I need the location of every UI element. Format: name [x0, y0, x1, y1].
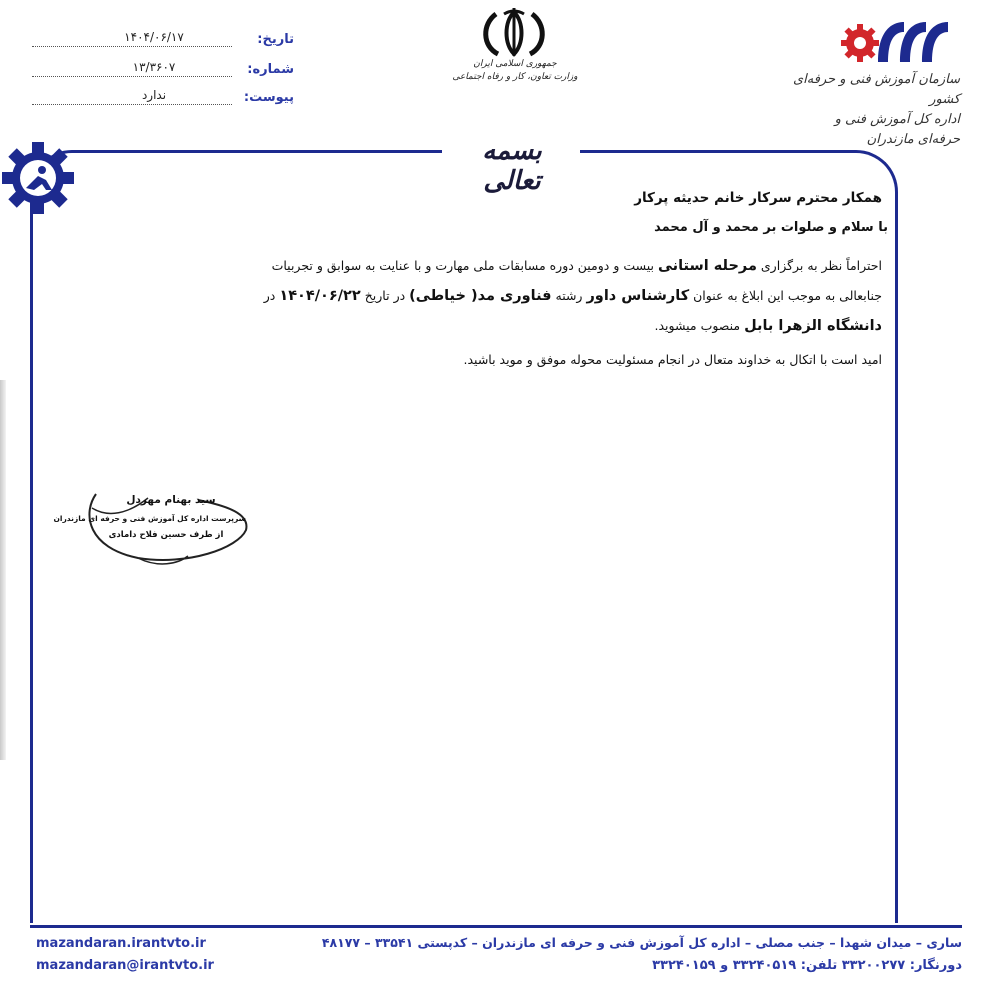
date-value: ۱۴۰۴/۰۶/۱۷ [124, 30, 184, 44]
date-dots [32, 46, 232, 47]
paragraph-line-3 [655, 318, 882, 334]
emblem-line1: جمهوری اسلامی ایران [473, 59, 557, 69]
emblem-caption [440, 58, 590, 84]
greeting-line: با سلام و صلوات بر محمد و آل محمد [654, 220, 888, 235]
org-line2: اداره کل آموزش فنی و حرفه‌ای مازندران [834, 112, 960, 147]
footer-phones: دورنگار: ۳۳۲۰۰۲۷۷ تلفن: ۳۳۲۴۰۵۱۹ و ۳۳۲۴۰۱۵۹ [652, 958, 962, 973]
emblem-line2: وزارت تعاون، کار و رفاه اجتماعی [452, 72, 578, 82]
p3-venue: دانشگاه الزهرا بابل [744, 318, 882, 334]
closing-line: امید است با اتکال به خداوند متعال در انجام مسئولیت محوله موفق و موید باشید. [463, 352, 882, 367]
footer-website: mazandaran.irantvto.ir [36, 936, 206, 951]
bismillah-heading: بسمه تعالی [482, 136, 542, 196]
footer-rule [30, 925, 962, 928]
paragraph-line-1 [272, 258, 882, 274]
paragraph-line-2 [264, 288, 882, 304]
p2-part-e: در تاریخ [360, 288, 410, 303]
number-value: ۱۳/۳۶۰۷ [132, 60, 176, 74]
p2-part-c: رشته [551, 288, 587, 303]
attachment-dots [32, 104, 232, 105]
p2-field: فناوری مد( خیاطی) [409, 288, 552, 304]
footer-address: ساری – میدان شهدا – جنب مصلی – اداره کل آموزش فنی و حرفه ای مازندران – کدپستی ۳۳۵۴۱ – ۴۸۱۷۷ [321, 935, 962, 950]
p2-part-a: جنابعالی به موجب این ابلاغ به عنوان [689, 288, 882, 303]
number-label: شماره: [247, 62, 294, 77]
p1-part-c: بیست و دومین دوره مسابقات ملی مهارت و با عنایت به سوابق و تجربیات [271, 258, 658, 273]
signatory-title: سرپرست اداره کل آموزش فنی و حرفه ای مازندران [53, 514, 246, 523]
number-dots [32, 76, 232, 77]
p1-part-a: احتراماً نظر به برگزاری [756, 258, 882, 273]
number-row [32, 62, 294, 84]
scan-edge-shadow [0, 380, 6, 760]
p2-role: کارشناس داور [586, 288, 690, 304]
footer-email: mazandaran@irantvto.ir [36, 958, 214, 973]
p3-part-b: منصوب میشوید. [654, 318, 745, 333]
attachment-value: ندارد [141, 88, 167, 102]
attachment-row [32, 90, 294, 112]
iran-emblem-icon [474, 8, 554, 58]
gear-worker-icon [0, 140, 76, 216]
org-line1: سازمان آموزش فنی و حرفه‌ای کشور [792, 72, 960, 107]
recipient-line: همکار محترم سرکار خانم حدیثه پرکار [634, 190, 882, 206]
p2-date: ۱۴۰۴/۰۶/۲۲ [279, 288, 361, 304]
signatory-name: سید بهنام مهردل [126, 494, 216, 506]
attachment-label: پیوست: [243, 90, 294, 105]
date-row [32, 32, 294, 54]
org-name [790, 70, 960, 150]
date-label: تاریخ: [257, 32, 294, 47]
p2-part-g: در [263, 288, 280, 303]
tvto-logo-icon [838, 18, 958, 68]
signatory-behalf: از طرف حسین فلاح دامادی [108, 530, 224, 540]
p1-stage: مرحله استانی [658, 258, 757, 274]
